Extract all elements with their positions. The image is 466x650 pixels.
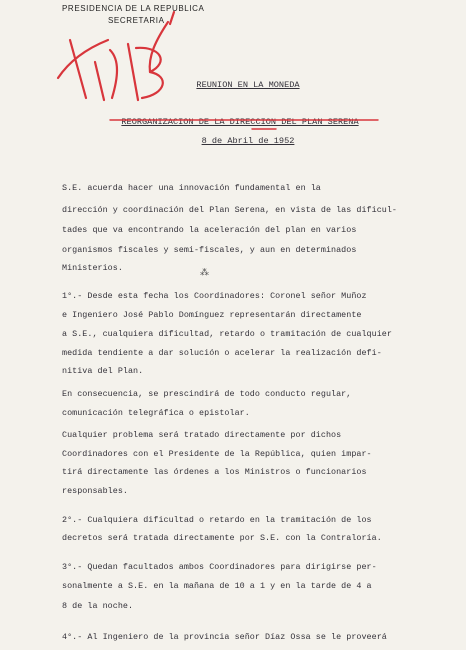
- body-line: 2°.- Cualquiera dificultad o retardo en la tramitación de los: [62, 515, 372, 525]
- letterhead-secretariat: SECRETARIA: [108, 16, 165, 25]
- body-line: a S.E., cualquiera dificultad, retardo o tramitación de cualquier: [62, 329, 392, 339]
- body-line: S.E. acuerda hacer una innovación fundamental en la: [62, 183, 321, 193]
- body-line: dirección y coordinación del Plan Serena, en vista de las dificul-: [62, 205, 398, 215]
- body-line: organismos fiscales y semi-fiscales, y aun en determinados: [62, 245, 357, 255]
- body-line: decretos será tratada directamente por S.E. con la Contraloría.: [62, 533, 382, 543]
- body-line: e Ingeniero José Pablo Domínguez representarán directamente: [62, 310, 362, 320]
- body-line: nitiva del Plan.: [62, 366, 144, 376]
- body-line: Ministerios.: [62, 263, 123, 273]
- letterhead: [62, 4, 205, 25]
- body-line: 8 de la noche.: [62, 601, 134, 611]
- body-line: En consecuencia, se prescindirá de todo conducto regular,: [62, 389, 352, 399]
- letterhead-presidency: PRESIDENCIA DE LA REPUBLICA: [62, 4, 205, 13]
- meeting-date: 8 de Abril de 1952: [201, 136, 295, 146]
- body-line: tades que va encontrando la aceleración del plan en varios: [62, 225, 357, 235]
- meeting-title: REUNION EN LA MONEDA: [196, 80, 300, 90]
- ink-mark-icon: ⁂: [200, 268, 209, 278]
- body-line: 1°.- Desde esta fecha los Coordinadores: Coronel señor Muñoz: [62, 291, 367, 301]
- body-line: Coordinadores con el Presidente de la República, quien impar-: [62, 449, 372, 459]
- body-line: 4°.- Al Ingeniero de la provincia señor Díaz Ossa se le proveerá: [62, 632, 387, 642]
- body-line: medida tendiente a dar solución o acelerar la realización defi-: [62, 348, 382, 358]
- body-line: comunicación telegráfica o epistolar.: [62, 408, 250, 418]
- meeting-subtitle: REORGANIZACION DE LA DIRECCION DEL PLAN SERENA: [121, 117, 359, 127]
- body-line: Cualquier problema será tratado directamente por dichos: [62, 430, 342, 440]
- body-line: responsables.: [62, 486, 128, 496]
- body-line: tirá directamente las órdenes a los Ministros o funcionarios: [62, 467, 367, 477]
- body-line: 3°.- Quedan facultados ambos Coordinadores para dirigirse per-: [62, 562, 377, 572]
- body-line: sonalmente a S.E. en la mañana de 10 a 1 y en la tarde de 4 a: [62, 581, 372, 591]
